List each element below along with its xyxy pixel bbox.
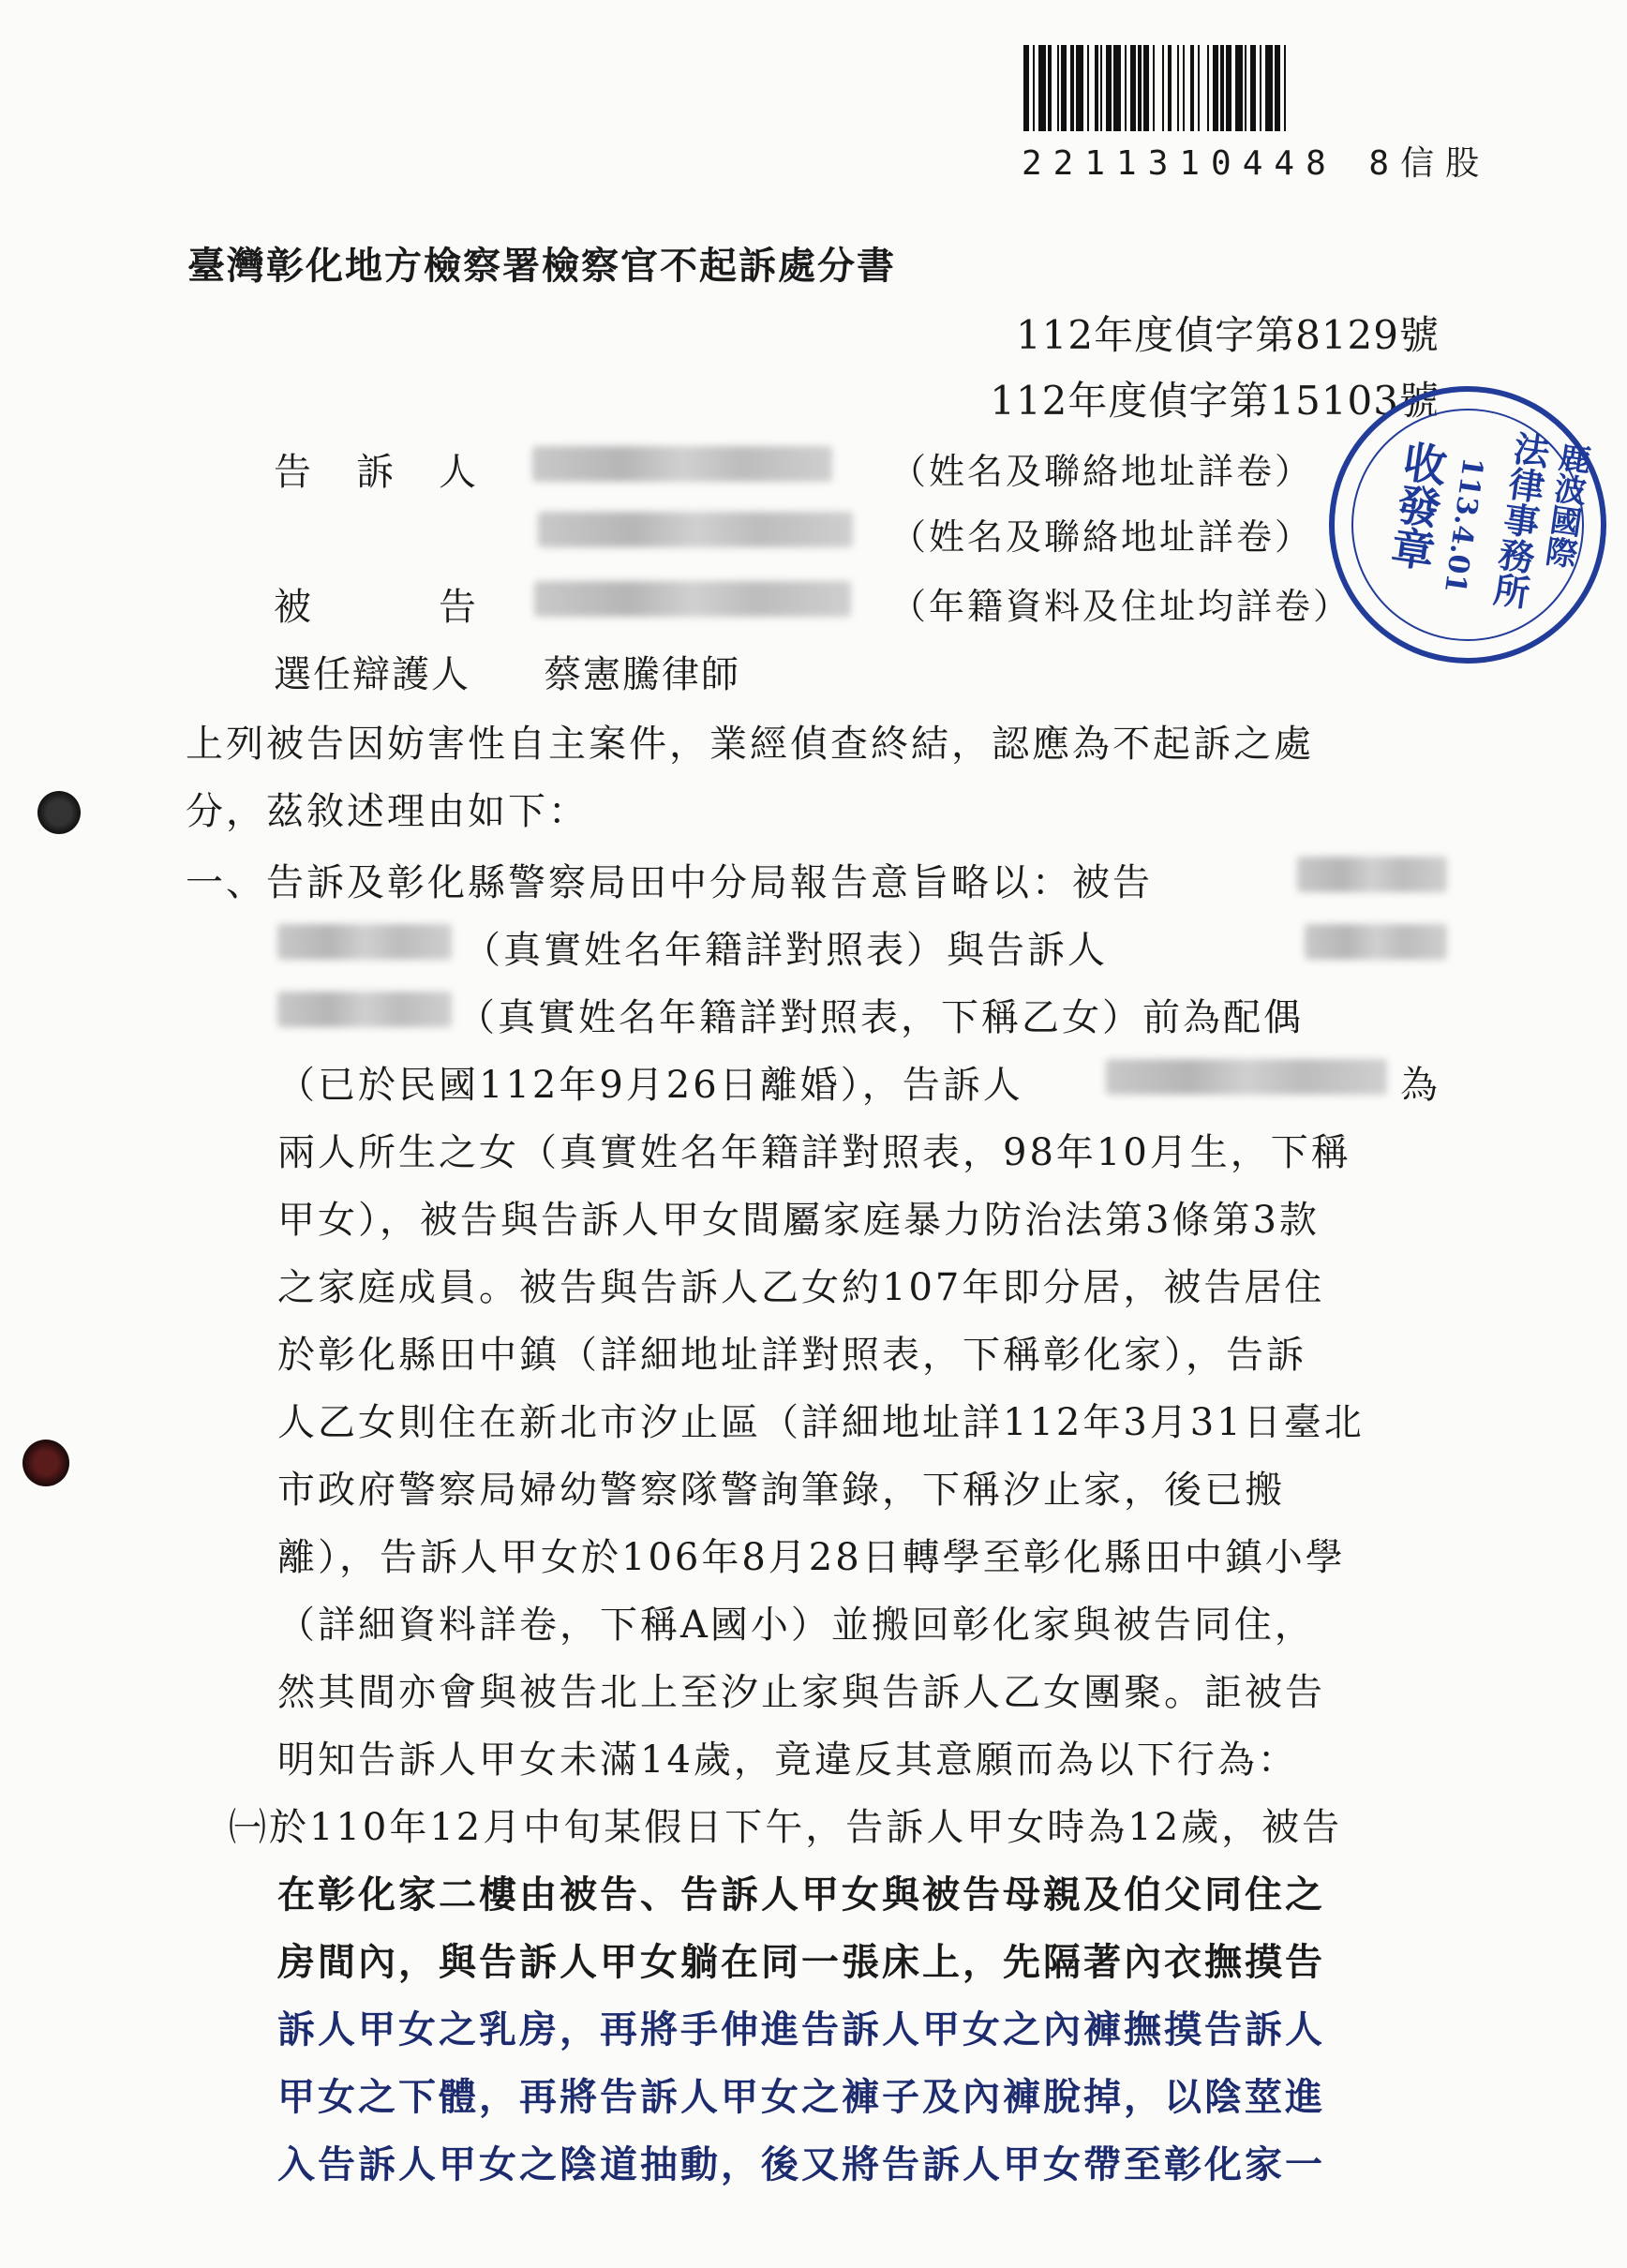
- sub-1-line-6: 入告訴人甲女之陰道抽動，後又將告訴人甲女帶至彰化家一: [277, 2142, 1325, 2186]
- para-1-line-8: 於彰化縣田中鎮（詳細地址詳對照表，下稱彰化家），告訴: [277, 1334, 1306, 1377]
- complainant-2-note: （姓名及聯絡地址詳卷）: [890, 516, 1314, 558]
- para-1-line-10: 市政府警察局婦幼警察隊警詢筆錄，下稱汐止家，後已搬: [277, 1469, 1285, 1512]
- para-1-line-14: 明知告訴人甲女未滿14歲，竟違反其意願而為以下行為：: [277, 1738, 1298, 1782]
- intro-line-2: 分，茲敘述理由如下：: [186, 790, 589, 833]
- defendant-label: 被 告: [274, 586, 480, 629]
- sub-1-line-2: 在彰化家二樓由被告、告訴人甲女與被告母親及伯父同住之: [277, 1873, 1325, 1917]
- defense-label: 選任辯護人: [274, 653, 470, 696]
- redacted-complainant-2: [538, 512, 853, 547]
- para-1-line-12: （詳細資料詳卷，下稱A國小）並搬回彰化家與被告同住，: [277, 1604, 1315, 1647]
- complainant-1-note: （姓名及聯絡地址詳卷）: [890, 451, 1314, 492]
- redacted-name: [1297, 857, 1447, 892]
- sub-1-line-4: 訴人甲女之乳房，再將手伸進告訴人甲女之內褲撫摸告訴人: [277, 2007, 1325, 2052]
- para-1-line-13: 然其間亦會與被告北上至汐止家與告訴人乙女團聚。詎被告: [277, 1671, 1325, 1714]
- intro-line-1: 上列被告因妨害性自主案件，業經偵查終結，認應為不起訴之處: [186, 723, 1314, 766]
- sub-1-line-3: 房間內，與告訴人甲女躺在同一張床上，先隔著內衣撫摸告: [277, 1940, 1325, 1984]
- para-1-line-4-end: 為: [1400, 1064, 1440, 1107]
- stamp-date: 113.4.01: [1437, 455, 1489, 596]
- redacted-name: [1305, 924, 1447, 960]
- barcode: [1023, 45, 1492, 131]
- sub-1-line-5: 甲女之下體，再將告訴人甲女之褲子及內褲脫掉，以陰莖進: [277, 2075, 1325, 2119]
- redacted-complainant-1: [532, 446, 832, 482]
- sub-1-line-1: ㈠於110年12月中旬某假日下午，告訴人甲女時為12歲，被告: [229, 1806, 1343, 1849]
- stamp-firm-2: 法律事務所: [1485, 428, 1553, 611]
- complainant-label: 告 訴 人: [274, 451, 480, 494]
- defense-name: 蔡憲騰律師: [544, 653, 740, 696]
- stamp-firm: 鹿波國際: [1537, 439, 1593, 571]
- redacted-defendant: [534, 581, 851, 617]
- para-1-line-2: （真實姓名年籍詳對照表）與告訴人: [463, 929, 1108, 972]
- para-1-line-3: （真實姓名年籍詳對照表，下稱乙女）前為配偶: [457, 996, 1304, 1039]
- redacted-name: [1106, 1059, 1387, 1095]
- case-number-2: 112年度偵字第15103號: [990, 378, 1440, 424]
- defendant-note: （年籍資料及住址均詳卷）: [890, 586, 1352, 627]
- binding-hole: [37, 791, 81, 834]
- para-1-line-7: 之家庭成員。被告與告訴人乙女約107年即分居，被告居住: [277, 1266, 1325, 1309]
- para-1-line-1: 一、告訴及彰化縣警察局田中分局報告意旨略以：被告: [186, 861, 1153, 904]
- case-number-1: 112年度偵字第8129號: [1015, 312, 1440, 358]
- stamp-mark: 收發章: [1382, 438, 1451, 574]
- para-1-line-9: 人乙女則住在新北市汐止區（詳細地址詳112年3月31日臺北: [277, 1401, 1365, 1444]
- para-1-line-4: （已於民國112年9月26日離婚），告訴人: [277, 1064, 1023, 1107]
- para-1-line-11: 離），告訴人甲女於106年8月28日轉學至彰化縣田中鎮小學: [277, 1536, 1346, 1579]
- barcode-number: 2211310448 8信股: [1022, 144, 1491, 183]
- redacted-name: [277, 924, 452, 960]
- para-1-line-6: 甲女），被告與告訴人甲女間屬家庭暴力防治法第3條第3款: [277, 1199, 1320, 1242]
- binding-hole: [22, 1440, 69, 1486]
- para-1-line-5: 兩人所生之女（真實姓名年籍詳對照表，98年10月生，下稱: [277, 1131, 1351, 1174]
- redacted-name: [277, 992, 452, 1027]
- document-title: 臺灣彰化地方檢察署檢察官不起訴處分書: [187, 244, 896, 288]
